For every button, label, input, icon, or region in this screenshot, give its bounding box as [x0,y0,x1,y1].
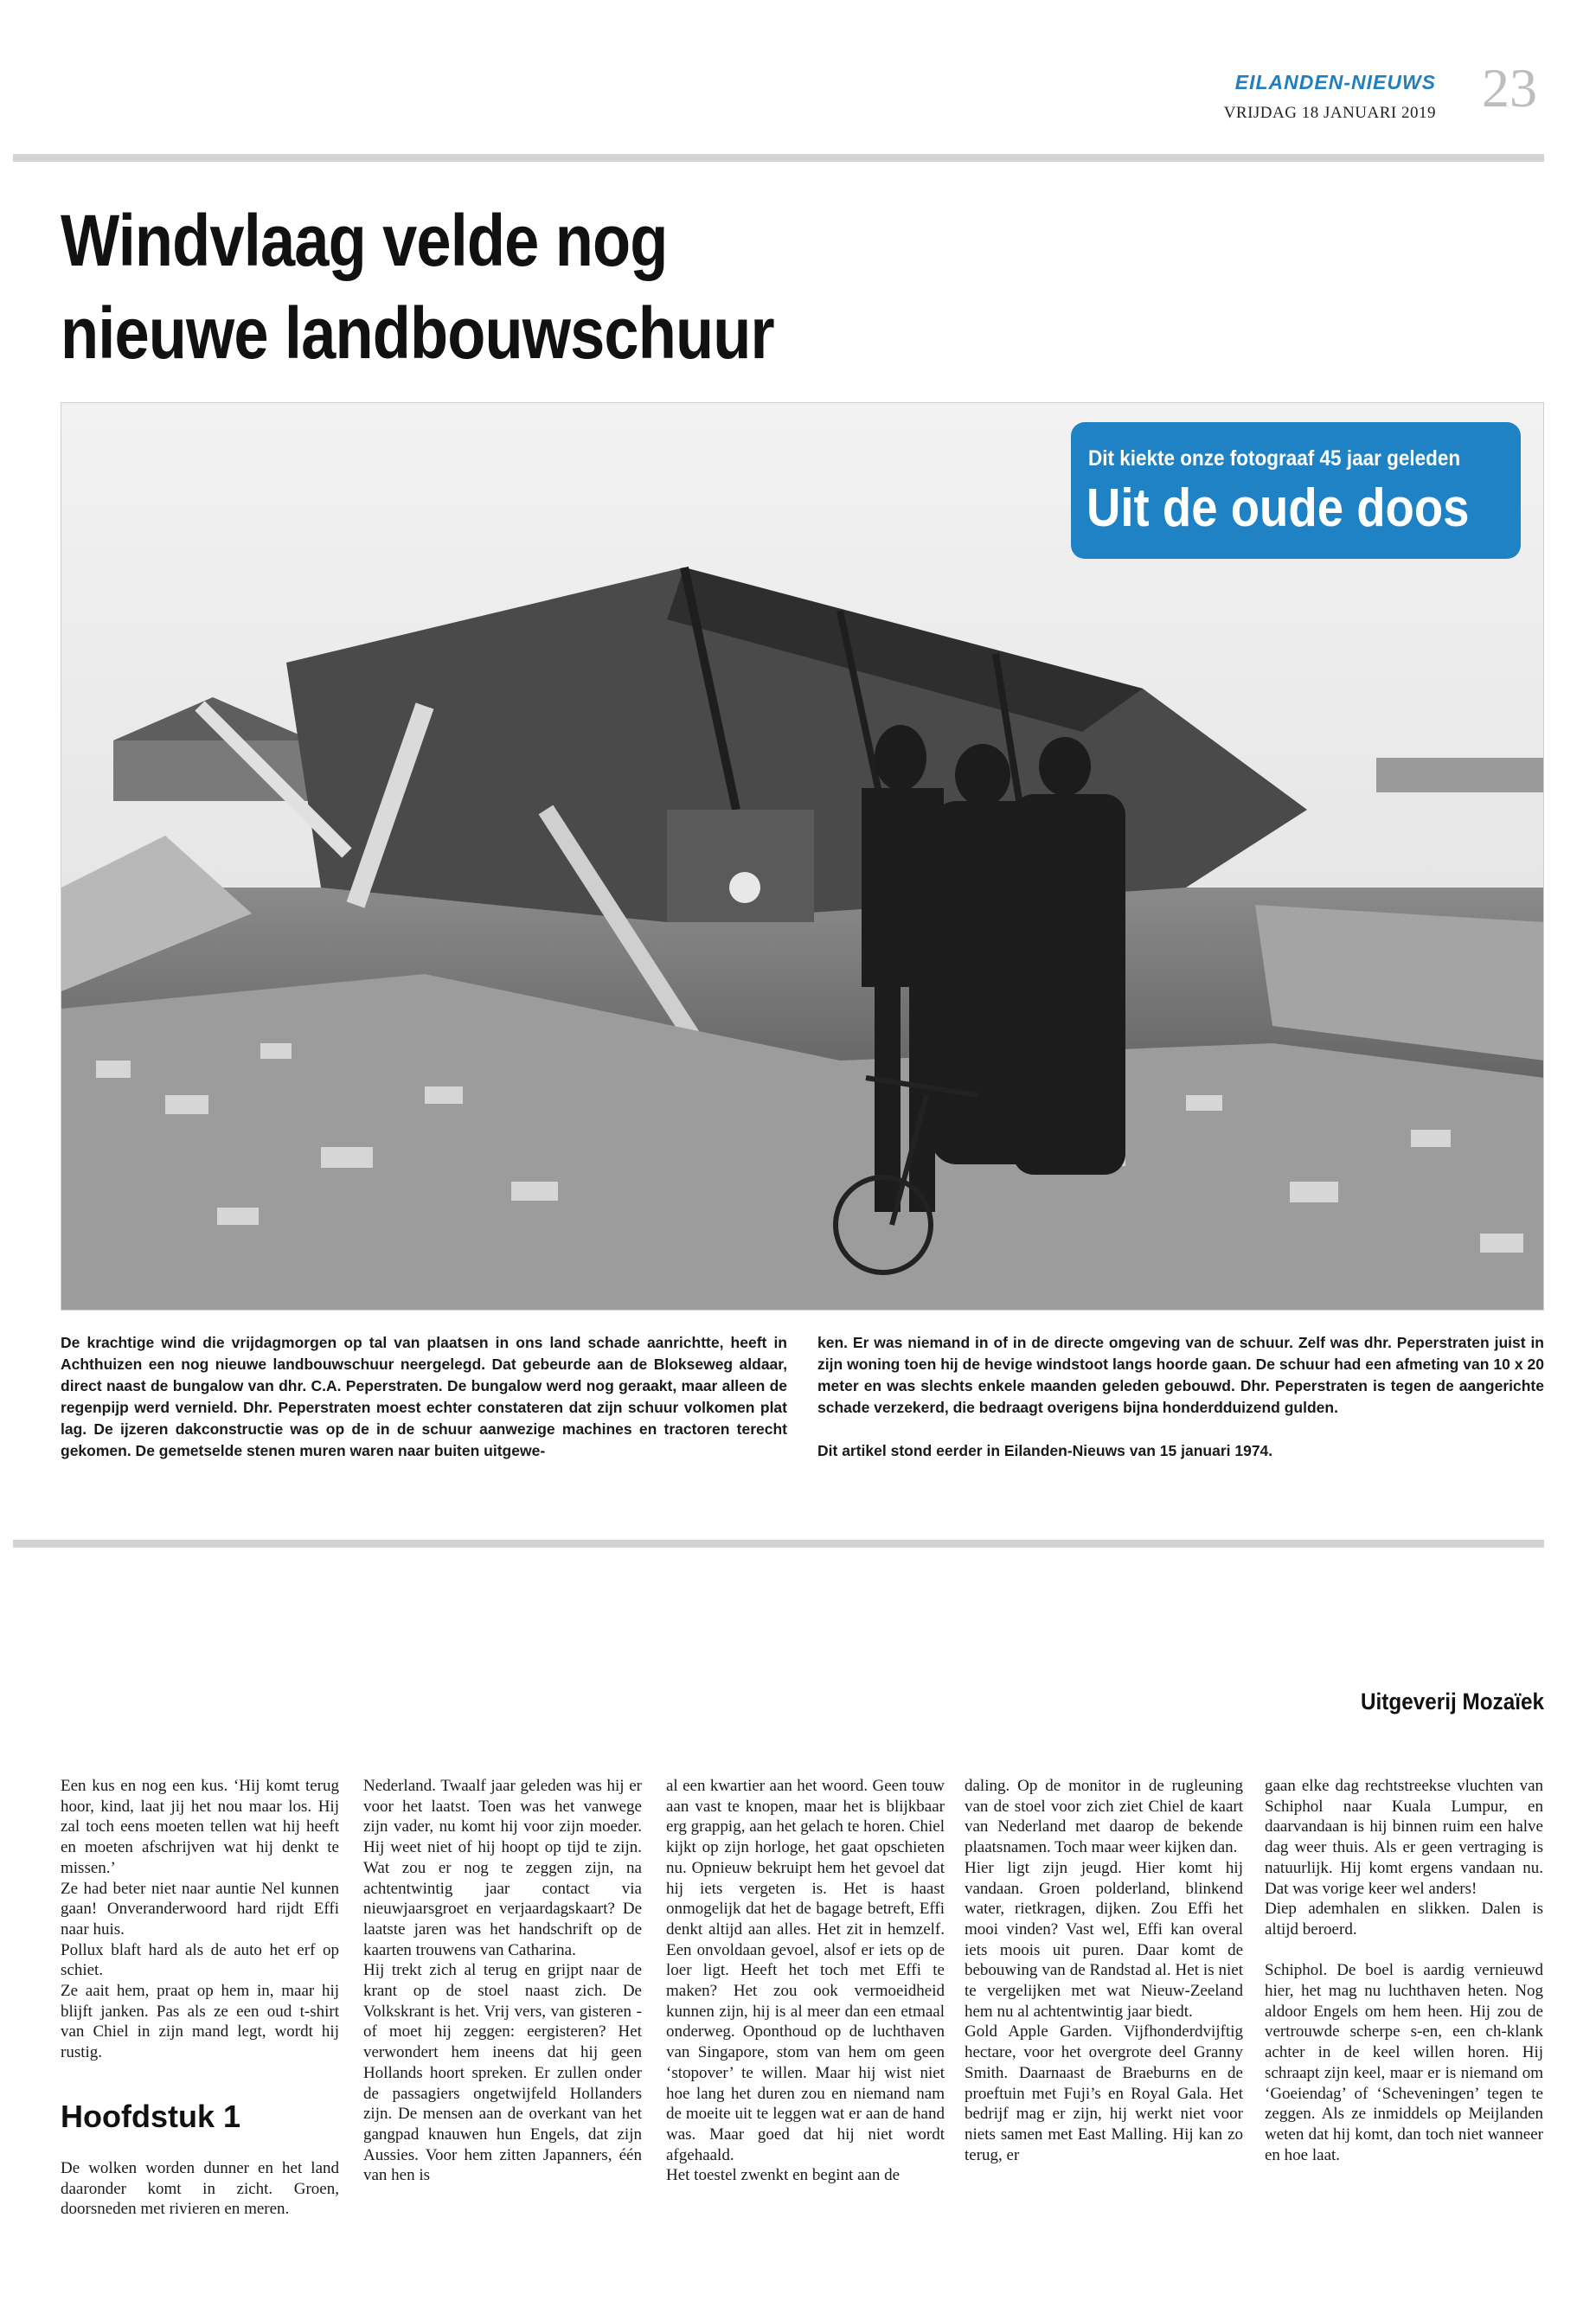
paragraph: Een kus en nog een kus. ‘Hij komt terug hoor, kind, laat jij het nou maar los. Hij zal toch eens moeten tellen wat hij heeft en moeten afschrijven wat hij denkt te missen.’ [61,1777,339,1877]
article-headline [61,195,953,380]
section-divider [13,1540,1544,1548]
paragraph: Hier ligt zijn jeugd. Hier komt hij vandaan. Groen polderland, blinkend water, rietkragen, dijken. Zou Effi het mooi vinden? Vast wel, Effi kan overal iets moois uit puren. Daar komt de bebouwing van de Randstad al. Het is niet te vergelijken met wat Nieuw-Zeeland hem nu al achtentwintig jaar biedt. [965,1858,1243,2021]
paragraph: Het toestel zwenkt en begint aan de [666,2166,901,2185]
badge-kicker: Dit kiekte onze fotograaf 45 jaar geleden [1088,446,1461,471]
paragraph: De wolken worden dunner en het land daaronder komt in zicht. Groen, doorsneden met rivieren en meren. [61,2158,339,2219]
paragraph: al een kwartier aan het woord. Geen touw aan vast te knopen, maar het is blijkbaar erg grappig, aan het gelach te horen. Chiel kijkt op zijn horloge, het gaat opschieten nu. Opnieuw bekruipt hem het gevoel dat hij iets vergeten is. Het is haast onmogelijk dat het de bagage betreft, Effi denkt altijd aan alles. Het zit in hemzelf. Een onvoldaan gevoel, alsof er iets op de loer ligt. Heeft het toch met Effi te maken? Het zou ook vermoeidheid kunnen zijn, hij is al meer dan een etmaal onderweg. Oponthoud op de luchthaven van Singapore, stom van hem om geen ‘stopover’ te willen. Maar hij wist niet hoe lang het duren zou en niemand nam de moeite uit te leggen wat er aan de hand was. Maar goed dat hij niet wordt afgehaald. [666,1777,945,2164]
story-column-5 [1265,1776,1543,2165]
paragraph: Pollux blaft hard als de auto het erf op schiet. [61,1940,339,1980]
story-column-2 [363,1776,642,2186]
uit-de-oude-doos-badge [1071,422,1521,559]
paragraph: daling. Op de monitor in de rugleuning van de stoel voor zich ziet Chiel de kaart van Nederland met daarop de bekende plaatsnamen. Toch maar weer kijken dan. [965,1777,1243,1857]
paragraph: Nederland. Twaalf jaar geleden was hij er voor het laatst. Toen was het vanwege zijn vader, nu komt hij voor zijn moeder. Hij weet niet of hij hoopt op tijd te zijn. Wat zou er nog te zeggen zijn, na achtentwintig jaar contact via nieuwjaarsgroet en verjaardagskaart? De laatste jaren was het handschrift op de kaarten trouwens van Catharina. [363,1777,642,1959]
headline-line-2: nieuwe landbouwschuur [61,292,774,374]
paragraph: gaan elke dag rechtstreekse vluchten van Schiphol naar Kuala Lumpur, en daarvandaan is hij binnen ruim een halve dag weer thuis. Als er geen vertraging is natuurlijk. Hij komt ergens vandaan nu. Dat was vorige keer wel anders! [1265,1777,1543,1898]
paragraph: Ze had beter niet naar auntie Nel kunnen gaan! Onveranderwoord hard rijdt Effi naar huis. [61,1879,339,1939]
paragraph: Diep ademhalen en slikken. Dalen is altijd beroerd. [1265,1900,1543,1939]
headline-line-1: Windvlaag velde nog [61,200,668,281]
chapter-heading: Hoofdstuk 1 [61,2098,241,2134]
top-divider [13,154,1544,162]
badge-title: Uit de oude doos [1086,478,1470,538]
paragraph: Hij trekt zich al terug en grijpt naar de krant op de stoel naast zich. De Volkskrant is het. Vrij vers, van gisteren - of moet hij zeggen: eergisteren? Het verwondert hem ineens dat hij geen Hollands hoort spreken. Er zullen onder de passagiers ongetwijfeld Hollanders zijn. De mensen aan de overkant van het gangpad knauwen hun Engels, dat zijn Aussies. Voor hem zitten Japanners, één van hen is [363,1961,642,2185]
story-column-1 [61,1776,339,2220]
story-column-3 [666,1776,945,2186]
page-number: 23 [1482,57,1537,119]
photo-caption-left: De krachtige wind die vrijdagmorgen op tal van plaatsen in ons land schade aanrichtte, heeft in Achthuizen een nog nieuwe landbouwschuur neergelegd. Dat gebeurde aan de Blokseweg aldaar, direct naast de bungalow van dhr. C.A. Peperstraten. De bungalow werd nog geraakt, maar alleen de regenpijp werd vernield. Dhr. Peperstraten moest echter constateren dat zijn schuur volkomen plat lag. De ijzeren dakconstructie was op de in de schuur aanwezige machines en tractoren terecht gekomen. De gemetselde stenen muren waren naar buiten uitgewe- [61,1334,787,1459]
caption-source-note: Dit artikel stond eerder in Eilanden-Nieuws van 15 januari 1974. [817,1442,1273,1459]
paragraph: Ze aait hem, praat op hem in, maar hij blijft janken. Pas als ze een oud t-shirt van Chiel in zijn mand legt, wordt hij rustig. [61,1982,339,2062]
issue-date: VRIJDAG 18 JANUARI 2019 [1223,104,1436,122]
caption-continuation: ken. Er was niemand in of in de directe omgeving van de schuur. Zelf was dhr. Peperstraten juist in zijn woning toen hij de hevige windstoot langs hoorde gaan. De schuur had een afmeting van 10 x 20 meter en was slechts enkele maanden geleden gebouwd. Dhr. Peperstraten is tegen de aangerichte schade verzekerd, die bedraagt overigens bijna honderdduizend gulden. [817,1334,1544,1416]
photo-caption-right [817,1332,1544,1484]
masthead-logo: EILANDEN-NIEUWS [1234,71,1436,93]
paragraph: Schiphol. De boel is aardig vernieuwd hier, het mag nu luchthaven heten. Nog aldoor Engels om hem heen. Hij zou de vertrouwde scherpe s-en, een ch-klank achter in de keel willen horen. Hij schraapt zijn keel, maar er is niemand om ‘Goeiendag’ of ‘Scheveningen’ tegen te zeggen. Als ze inmiddels op Meijlanden weten dat hij komt, dan toch niet wanneer en hoe laat. [1265,1961,1543,2164]
paragraph: Gold Apple Garden. Vijfhonderdvijftig hectare, voor het overgrote deel Granny Smith. Daarnaast de Braeburns en de proeftuin met Fuji’s en Royal Gala. Het bedrijf mag er zijn, hij werkt niet voor niets samen met East Malling. Hij kan zo terug, er [965,2022,1243,2164]
publisher-credit: Uitgeverij Mozaïek [1360,1689,1544,1715]
story-column-4 [965,1776,1243,2165]
